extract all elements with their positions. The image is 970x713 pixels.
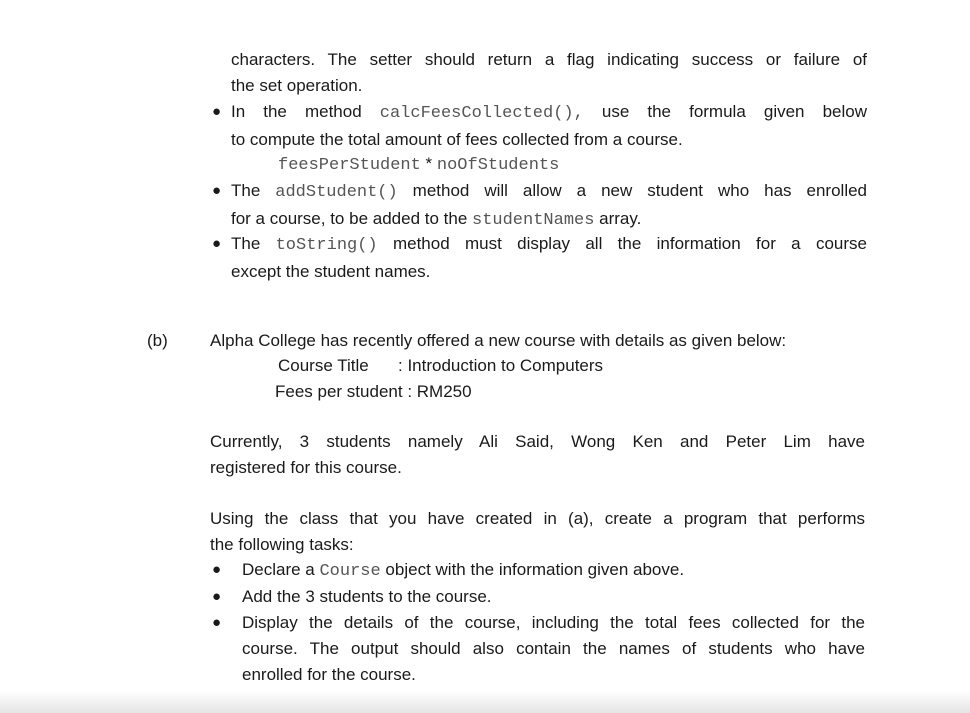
continuation-line-2: the set operation. <box>231 76 363 95</box>
task-declare <box>242 557 684 585</box>
course-title-row <box>278 353 603 379</box>
task-display-line-2: course. The output should also contain the names of students who have <box>242 639 865 658</box>
para-tasks <box>210 506 865 558</box>
bullet-icon: ● <box>212 561 222 578</box>
part-a-continuation <box>231 47 867 99</box>
bullet-add-student-line-2 <box>231 206 867 234</box>
formula-op: * <box>420 154 437 173</box>
task-display-line-1: Display the details of the course, including the total fees collected for the <box>242 613 865 632</box>
bullet-add-student-line-1 <box>231 178 867 206</box>
task-display <box>242 610 865 688</box>
page-bottom-shadow <box>0 691 970 713</box>
task-declare-lead: Declare a <box>242 560 320 579</box>
para-students <box>210 429 865 481</box>
add-student-code: addStudent() <box>275 183 398 202</box>
part-b-intro: Alpha College has recently offered a new course with details as given below: <box>210 331 787 350</box>
para-tasks-line-1: Using the class that you have created in (a), create a program that performs <box>210 509 865 528</box>
bullet-calc-fees-lead: In the method <box>231 102 380 121</box>
para-tasks-line-2: the following tasks: <box>210 535 354 554</box>
task-display-line-3: enrolled for the course. <box>242 665 416 684</box>
bullet-to-string-line-2: except the student names. <box>231 262 431 281</box>
para-students-line-2: registered for this course. <box>210 458 402 477</box>
bullet-add-student-tail: method will allow a new student who has enrolled <box>397 181 867 200</box>
bullet-calc-fees-tail: use the formula given below <box>583 102 868 121</box>
bullet-icon: ● <box>212 182 222 199</box>
bullet-add-student-lead: The <box>231 181 276 200</box>
student-names-code: studentNames <box>472 211 595 230</box>
bullet-add-student <box>231 178 867 234</box>
fees-value: : RM250 <box>407 382 472 401</box>
fees-row <box>275 379 472 405</box>
bullet-calc-fees-line-1 <box>231 99 867 127</box>
formula <box>278 151 559 179</box>
part-b-label: (b) <box>147 331 168 350</box>
bullet-to-string-line-1 <box>231 231 867 259</box>
task-add-students: Add the 3 students to the course. <box>242 587 492 606</box>
bullet-to-string <box>231 231 867 285</box>
bullet-icon: ● <box>212 235 222 252</box>
bullet-icon: ● <box>212 614 222 631</box>
to-string-code: toString() <box>275 236 378 255</box>
bullet-add-student-line-2-tail: array. <box>594 209 642 228</box>
bullet-to-string-lead: The <box>231 234 276 253</box>
continuation-line-1: characters. The setter should return a flag indicating success or failure of <box>231 50 867 69</box>
bullet-calc-fees <box>231 99 867 153</box>
formula-left: feesPerStudent <box>278 156 421 175</box>
bullet-icon: ● <box>212 588 222 605</box>
task-declare-tail: object with the information given above. <box>380 560 685 579</box>
course-title-value: : Introduction to Computers <box>398 356 604 375</box>
formula-right: noOfStudents <box>436 156 560 175</box>
bullet-icon: ● <box>212 103 222 120</box>
bullet-to-string-tail: method must display all the information for a course <box>377 234 867 253</box>
course-code: Course <box>319 562 381 581</box>
calc-fees-code: calcFeesCollected(), <box>379 104 584 123</box>
bullet-calc-fees-line-2: to compute the total amount of fees collected from a course. <box>231 130 683 149</box>
para-students-line-1: Currently, 3 students namely Ali Said, Wong Ken and Peter Lim have <box>210 432 865 451</box>
fees-label: Fees per student <box>275 382 403 401</box>
bullet-add-student-line-2-lead: for a course, to be added to the <box>231 209 472 228</box>
course-title-label: Course Title <box>278 356 369 375</box>
